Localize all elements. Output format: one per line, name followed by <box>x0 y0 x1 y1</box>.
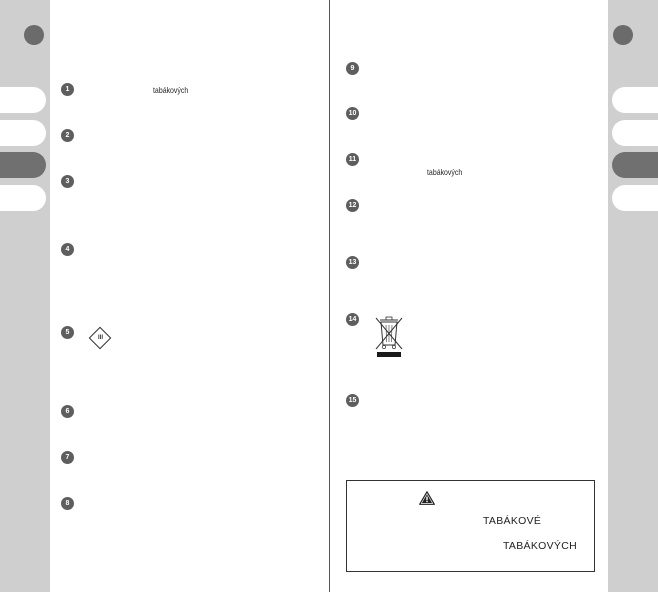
warning-line-1: TABÁKOVÉ <box>483 515 542 527</box>
left-sidebar <box>0 0 50 592</box>
step-number: 12 <box>346 199 359 212</box>
step-number: 7 <box>61 451 74 464</box>
step-number: 14 <box>346 313 359 326</box>
warning-line-2: TABÁKOVÝCH <box>503 540 577 552</box>
step-number: 11 <box>346 153 359 166</box>
step-number: 15 <box>346 394 359 407</box>
sidebar-tab-4[interactable] <box>612 185 658 211</box>
step-number: 10 <box>346 107 359 120</box>
step-number: 4 <box>61 243 74 256</box>
page-marker-dot <box>24 25 44 45</box>
step-number: 9 <box>346 62 359 75</box>
step-text: tabákových <box>153 85 189 95</box>
step-number: 1 <box>61 83 74 96</box>
sidebar-tab-2[interactable] <box>0 120 46 146</box>
step-number: 6 <box>61 405 74 418</box>
sidebar-tab-3-active[interactable] <box>0 152 46 178</box>
sidebar-tab-4[interactable] <box>0 185 46 211</box>
warning-box <box>346 480 595 572</box>
crossed-out-bin-icon <box>374 315 404 359</box>
step-number: 2 <box>61 129 74 142</box>
warning-triangle-icon <box>419 491 435 505</box>
step-number: 13 <box>346 256 359 269</box>
page-marker-dot <box>613 25 633 45</box>
right-sidebar <box>608 0 658 592</box>
sidebar-tab-3-active[interactable] <box>612 152 658 178</box>
sidebar-tab-2[interactable] <box>612 120 658 146</box>
step-number: 8 <box>61 497 74 510</box>
sidebar-tab-1[interactable] <box>612 87 658 113</box>
class-three-symbol-label: III <box>97 335 103 341</box>
step-text: tabákových <box>427 167 463 177</box>
step-number: 3 <box>61 175 74 188</box>
sidebar-tab-1[interactable] <box>0 87 46 113</box>
step-number: 5 <box>61 326 74 339</box>
page-divider <box>329 0 330 592</box>
